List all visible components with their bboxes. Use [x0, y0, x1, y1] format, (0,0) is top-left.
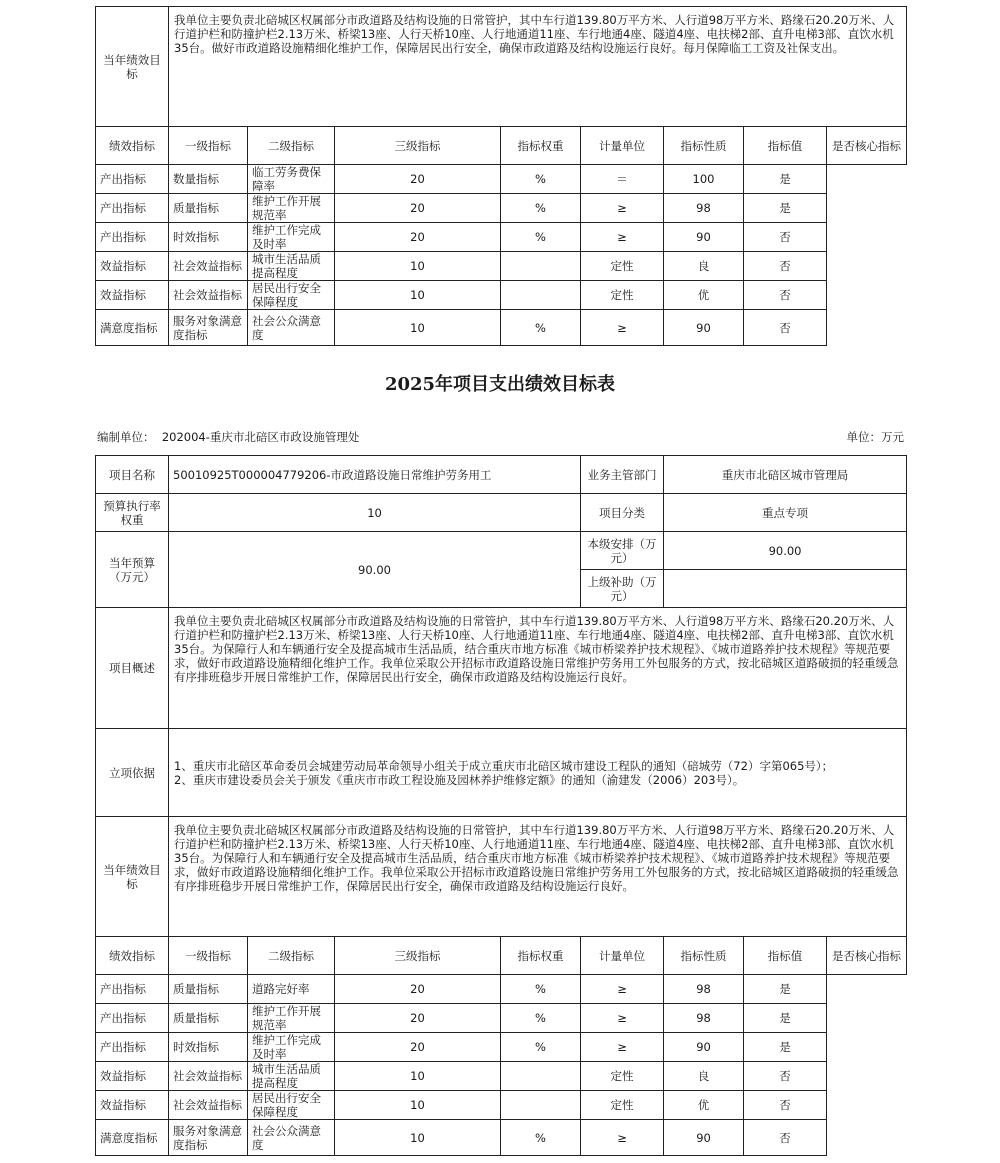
indicator-cell: 时效指标	[169, 1033, 248, 1062]
annual-goal-label: 当年绩效目标	[96, 7, 169, 127]
indicator-cell: 10	[335, 1091, 501, 1120]
indicator-cell: 100	[664, 165, 744, 194]
indicator-cell: 良	[664, 1062, 744, 1091]
indicator-cell: 是	[744, 194, 827, 223]
indicator-cell	[501, 1062, 581, 1091]
perf-indicator-label: 绩效指标	[96, 127, 169, 165]
indicator-cell: 10	[335, 252, 501, 281]
indicator-cell: 良	[664, 252, 744, 281]
indicator-cell: 20	[335, 1004, 501, 1033]
indicator-cell: 效益指标	[96, 252, 169, 281]
project-performance-table	[95, 455, 907, 1156]
indicator-cell: 90	[664, 310, 744, 346]
compiling-unit-value: 202004-重庆市北碚区市政设施管理处	[161, 430, 360, 444]
indicator-cell: 居民出行安全保障程度	[248, 1091, 335, 1120]
indicator-cell: 效益指标	[96, 281, 169, 310]
indicator-row	[96, 1062, 907, 1091]
indicator-cell: 90	[664, 1120, 744, 1156]
header-level1: 一级指标	[169, 937, 248, 975]
header-core: 是否核心指标	[827, 127, 907, 165]
indicator-cell	[501, 1091, 581, 1120]
indicator-cell: 优	[664, 1091, 744, 1120]
indicator-cell: 维护工作开展规范率	[248, 194, 335, 223]
indicator-cell: 否	[744, 1091, 827, 1120]
indicator-cell: 20	[335, 1033, 501, 1062]
header-level2: 二级指标	[248, 127, 335, 165]
indicator-cell: ≥	[581, 1120, 664, 1156]
indicator-cell: 产出指标	[96, 1004, 169, 1033]
upper-subsidy-value	[664, 570, 907, 608]
money-unit: 单位：万元	[846, 430, 904, 444]
indicator-cell: 90	[664, 223, 744, 252]
header-nature: 指标性质	[664, 937, 744, 975]
overview-text: 我单位主要负责北碚城区权属部分市政道路及结构设施的日常管护，其中车行道139.80万平方米、人行道98万平方米、路缘石20.20万米、人行道护栏和防撞护栏2.13万米、桥梁13座、人行天桥10座、人行地通道11座、车行地通4座、隧道4座、电扶梯2部、直升电梯3部、直饮水机35台。为保障行人和车辆通行安全及提高城市生活品质，结合重庆市地方标准《城市桥梁养护技术规程》、《城市道路养护技术规程》等规范要求，做好市政道路设施精细化维护工作。我单位采取公开招标市政道路设施日常维护劳务用工外包服务的方式，按北碚城区道路破损的轻重缓急有序排班稳步开展日常维护工作，保障居民出行安全，确保市政道路及结构设施运行良好。	[169, 608, 907, 729]
indicator-cell: ≥	[581, 194, 664, 223]
indicator-cell: 定性	[581, 281, 664, 310]
indicator-cell: 否	[744, 223, 827, 252]
indicator-row	[96, 1120, 907, 1156]
header-unit: 计量单位	[581, 937, 664, 975]
category-value: 重点专项	[664, 494, 907, 532]
indicator-cell: 质量指标	[169, 1004, 248, 1033]
indicator-cell: ≥	[581, 310, 664, 346]
indicator-cell: %	[501, 1033, 581, 1062]
page-title: 2025年项目支出绩效目标表	[384, 374, 616, 395]
indicator-cell: 否	[744, 310, 827, 346]
basis-text: 1、重庆市北碚区革命委员会城建劳动局革命领导小组关于成立重庆市北碚区城市建设工程队的通知（碚城劳（72）字第065号）； 2、重庆市建设委员会关于颁发《重庆市市政工程设施及园林养护维修定额》的通知（渝建发（2006）203号）。	[169, 729, 907, 817]
indicator-cell: ≥	[581, 223, 664, 252]
indicator-cell: 定性	[581, 252, 664, 281]
indicator-row	[96, 223, 907, 252]
indicator-cell: 维护工作完成及时率	[248, 223, 335, 252]
indicator-row	[96, 310, 907, 346]
indicator-cell: 数量指标	[169, 165, 248, 194]
indicator-cell: 是	[744, 165, 827, 194]
indicator-cell: 否	[744, 281, 827, 310]
indicator-cell: 社会公众满意度	[248, 310, 335, 346]
indicator-cell: 产出指标	[96, 165, 169, 194]
indicator-cell: 质量指标	[169, 194, 248, 223]
indicator-cell: 否	[744, 1062, 827, 1091]
indicator-cell: 是	[744, 975, 827, 1004]
indicator-cell: 维护工作开展规范率	[248, 1004, 335, 1033]
indicator-cell: %	[501, 194, 581, 223]
indicator-cell: 质量指标	[169, 975, 248, 1004]
indicator-cell: 10	[335, 281, 501, 310]
indicator-cell: 定性	[581, 1062, 664, 1091]
indicator-cell: ≥	[581, 975, 664, 1004]
indicator-cell: 服务对象满意度指标	[169, 310, 248, 346]
indicator-cell: 是	[744, 1033, 827, 1062]
indicator-cell: 98	[664, 194, 744, 223]
indicator-cell: %	[501, 1120, 581, 1156]
basis-label: 立项依据	[96, 729, 169, 817]
header-value: 指标值	[744, 127, 827, 165]
indicator-cell: 满意度指标	[96, 310, 169, 346]
indicator-row	[96, 165, 907, 194]
compiling-unit	[97, 429, 359, 445]
budget-rate-value: 10	[169, 494, 581, 532]
indicator-cell: 社会效益指标	[169, 1062, 248, 1091]
dept-value: 重庆市北碚区城市管理局	[664, 456, 907, 494]
annual-goal-text: 我单位主要负责北碚城区权属部分市政道路及结构设施的日常管护，其中车行道139.80万平方米、人行道98万平方米、路缘石20.20万米、人行道护栏和防撞护栏2.13万米、桥梁13座、人行天桥10座、人行地通道11座、车行地通4座、隧道4座、电扶梯2部、直升电梯3部、直饮水机35台。做好市政道路设施精细化维护工作，保障居民出行安全，确保市政道路及结构设施运行良好。每月保障临工工资及社保支出。	[169, 7, 907, 127]
indicator-cell: 满意度指标	[96, 1120, 169, 1156]
header-core: 是否核心指标	[827, 937, 907, 975]
indicator-cell: 效益指标	[96, 1062, 169, 1091]
indicator-cell: ≥	[581, 1033, 664, 1062]
indicator-cell	[501, 252, 581, 281]
indicator-cell: 城市生活品质提高程度	[248, 1062, 335, 1091]
indicator-row	[96, 252, 907, 281]
indicator-cell: 否	[744, 252, 827, 281]
indicator-cell: 98	[664, 1004, 744, 1033]
indicator-cell: 10	[335, 1062, 501, 1091]
indicator-cell: 时效指标	[169, 223, 248, 252]
indicator-cell	[501, 281, 581, 310]
local-budget-value: 90.00	[664, 532, 907, 570]
perf-indicator-label-2: 绩效指标	[96, 937, 169, 975]
header-level1: 一级指标	[169, 127, 248, 165]
previous-performance-table	[95, 6, 907, 346]
indicator-cell: 临工劳务费保障率	[248, 165, 335, 194]
indicator-cell: 维护工作完成及时率	[248, 1033, 335, 1062]
indicator-cell: 产出指标	[96, 975, 169, 1004]
indicator-cell: 20	[335, 975, 501, 1004]
indicator-cell: ＝	[581, 165, 664, 194]
indicator-cell: %	[501, 1004, 581, 1033]
indicator-cell: 产出指标	[96, 223, 169, 252]
indicator-cell: 10	[335, 310, 501, 346]
local-budget-label: 本级安排（万元）	[581, 532, 664, 570]
indicator-cell: 服务对象满意度指标	[169, 1120, 248, 1156]
indicator-cell: 98	[664, 975, 744, 1004]
indicator-cell: 20	[335, 165, 501, 194]
indicator-cell: 否	[744, 1120, 827, 1156]
indicator-cell: 道路完好率	[248, 975, 335, 1004]
indicator-cell: 优	[664, 281, 744, 310]
compiling-unit-label: 编制单位：	[97, 430, 155, 444]
indicator-cell: 社会效益指标	[169, 252, 248, 281]
indicator-cell: 是	[744, 1004, 827, 1033]
indicator-cell: 20	[335, 194, 501, 223]
indicator-cell: 产出指标	[96, 194, 169, 223]
header-unit: 计量单位	[581, 127, 664, 165]
header-value: 指标值	[744, 937, 827, 975]
indicator-cell: %	[501, 165, 581, 194]
indicator-row	[96, 281, 907, 310]
annual-budget-value: 90.00	[169, 532, 581, 608]
indicator-cell: %	[501, 223, 581, 252]
indicator-cell: 社会效益指标	[169, 281, 248, 310]
project-name-label: 项目名称	[96, 456, 169, 494]
header-weight: 指标权重	[501, 127, 581, 165]
indicator-cell: 社会公众满意度	[248, 1120, 335, 1156]
header-level3: 三级指标	[335, 127, 501, 165]
header-level3: 三级指标	[335, 937, 501, 975]
project-name-value: 50010925T000004779206-市政道路设施日常维护劳务用工	[169, 456, 581, 494]
indicator-cell: ≥	[581, 1004, 664, 1033]
indicator-cell: 20	[335, 223, 501, 252]
dept-label: 业务主管部门	[581, 456, 664, 494]
indicator-row	[96, 1033, 907, 1062]
indicator-cell: 10	[335, 1120, 501, 1156]
indicator-row	[96, 194, 907, 223]
header-weight: 指标权重	[501, 937, 581, 975]
annual-goal-text-2: 我单位主要负责北碚城区权属部分市政道路及结构设施的日常管护，其中车行道139.80万平方米、人行道98万平方米、路缘石20.20万米、人行道护栏和防撞护栏2.13万米、桥梁13座、人行天桥10座、人行地通道11座、车行地通4座、隧道4座、电扶梯2部、直升电梯3部、直饮水机35台。为保障行人和车辆通行安全及提高城市生活品质，结合重庆市地方标准《城市桥梁养护技术规程》、《城市道路养护技术规程》等规范要求，做好市政道路设施精细化维护工作。我单位采取公开招标市政道路设施日常维护劳务用工外包服务的方式，按北碚城区道路破损的轻重缓急有序排班稳步开展日常维护工作，保障居民出行安全，确保市政道路及结构设施运行良好。	[169, 817, 907, 937]
indicator-cell: 居民出行安全保障程度	[248, 281, 335, 310]
annual-goal-label-2: 当年绩效目标	[96, 817, 169, 937]
budget-rate-label: 预算执行率权重	[96, 494, 169, 532]
upper-subsidy-label: 上级补助（万元）	[581, 570, 664, 608]
overview-label: 项目概述	[96, 608, 169, 729]
indicator-row	[96, 1004, 907, 1033]
header-nature: 指标性质	[664, 127, 744, 165]
indicator-cell: 定性	[581, 1091, 664, 1120]
indicator-cell: %	[501, 975, 581, 1004]
indicator-cell: 90	[664, 1033, 744, 1062]
category-label: 项目分类	[581, 494, 664, 532]
indicator-cell: 城市生活品质提高程度	[248, 252, 335, 281]
indicator-cell: 产出指标	[96, 1033, 169, 1062]
indicator-cell: 效益指标	[96, 1091, 169, 1120]
header-level2: 二级指标	[248, 937, 335, 975]
indicator-cell: 社会效益指标	[169, 1091, 248, 1120]
indicator-cell: %	[501, 310, 581, 346]
indicator-row	[96, 975, 907, 1004]
indicator-row	[96, 1091, 907, 1120]
annual-budget-label: 当年预算（万元）	[96, 532, 169, 608]
